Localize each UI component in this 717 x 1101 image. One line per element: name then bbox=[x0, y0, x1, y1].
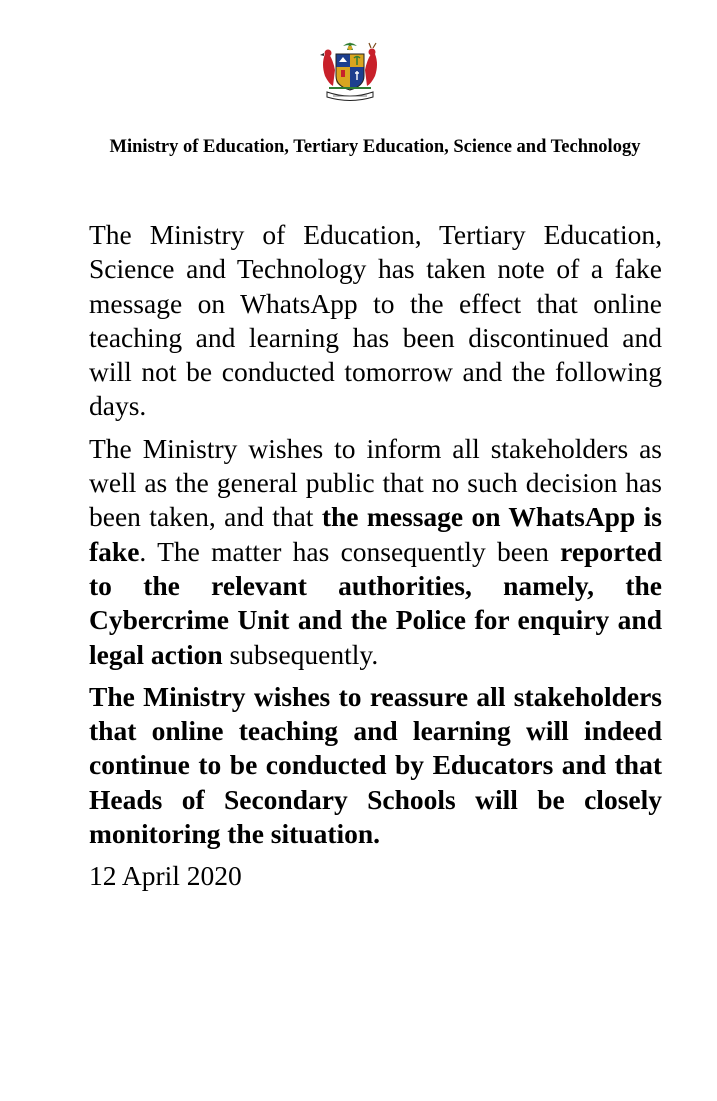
paragraph2-text-part1: The Ministry wishes to inform all stakeholders as well as the general public that no such decision has been taken, and that bbox=[89, 432, 662, 533]
paragraph3-bold-text: The Ministry wishes to reassure all stakeholders that online teaching and learning will indeed continue to be conducted by Educators and that Heads of Secondary Schools will be closely monitoring the situation. bbox=[89, 680, 662, 850]
release-date: 12 April 2020 bbox=[89, 860, 242, 892]
paragraph2-text-part2: . The matter has consequently been bbox=[139, 535, 561, 567]
paragraph2-bold-reported-statement: reported to the relevant authorities, namely, the Cybercrime Unit and the Police for enquiry and legal action bbox=[89, 535, 662, 670]
paragraph-reassurance bbox=[89, 680, 662, 851]
paragraph-fake-message-notice: The Ministry of Education, Tertiary Education, Science and Technology has taken note of a fake message on WhatsApp to the effect that online teaching and learning has been discontinued and will not be conducted tomorrow and the following days. bbox=[89, 219, 662, 422]
paragraph2-bold-fake-statement: the message on WhatsApp is fake bbox=[89, 501, 662, 567]
coat-of-arms-logo bbox=[319, 40, 381, 104]
paragraph-clarification bbox=[89, 432, 662, 672]
paragraph2-text-part3: subsequently. bbox=[222, 638, 379, 670]
ministry-title: Ministry of Education, Tertiary Education, Science and Technology bbox=[109, 137, 641, 157]
press-release-body bbox=[89, 218, 662, 902]
